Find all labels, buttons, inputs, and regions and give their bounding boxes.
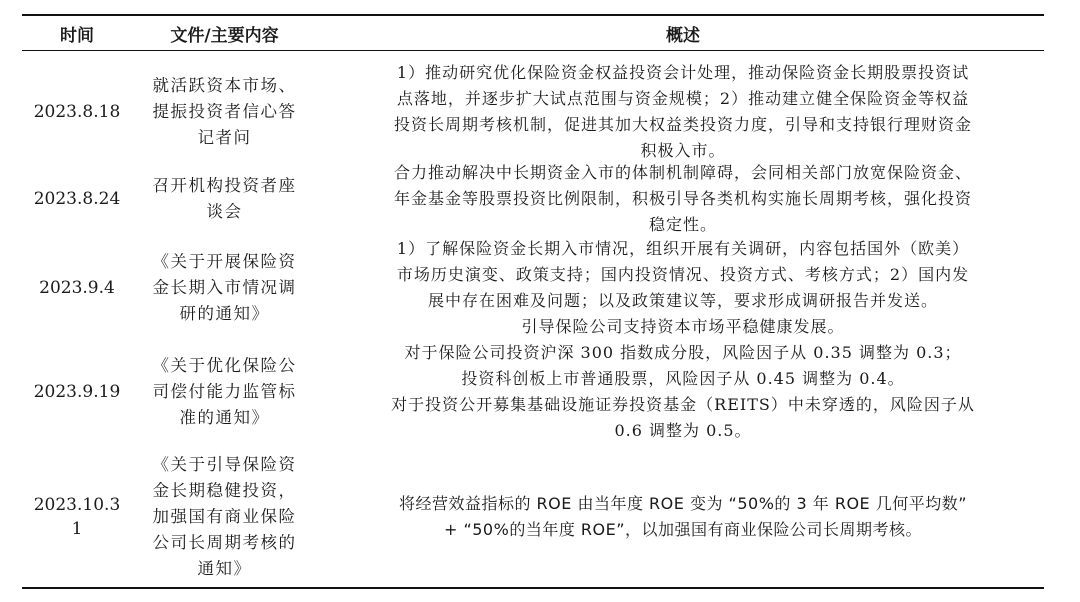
header-time: 时间: [60, 25, 94, 46]
row-document: 就活跃资本市场、 提振投资者信心答 记者问: [152, 76, 297, 147]
row-document: 召开机构投资者座 谈会: [152, 176, 297, 221]
table-bottom-rule: [22, 587, 1044, 589]
table-row: [22, 160, 1044, 238]
header-summary: 概述: [666, 25, 700, 46]
table-row: [22, 236, 1044, 340]
row-summary: 1）推动研究优化保险资金权益投资会计处理，推动保险资金长期股票投资试 点落地，并逐步扩大试点范围与资金规模；2）推动建立健全保险资金等权益 投资长周期考核机制，促进其加大权益类投资力度，引导和支持银行理财资金 积极入市。: [393, 63, 972, 160]
table-row: [22, 340, 1044, 444]
table-row: [22, 54, 1044, 170]
row-summary: 对于保险公司投资沪深 300 指数成分股，风险因子从 0.35 调整为 0.3； 投资科创板上市普通股票，风险因子从 0.45 调整为 0.4。 对于投资公开募集基础设施证券投资基金（REITS）中未穿透的，风险因子从 0.6 调整为 0.5。: [391, 343, 975, 440]
row-date: 2023.10.3 1: [33, 495, 121, 539]
header-rule: [22, 50, 1044, 51]
row-document: 《关于引导保险资 金长期稳健投资， 加强国有商业保险 公司长周期考核的 通知》: [152, 455, 297, 578]
row-document: 《关于开展保险资 金长期入市情况调 研的通知》: [152, 252, 297, 323]
row-summary: 1）了解保险资金长期入市情况，组织开展有关调研，内容包括国外（欧美） 市场历史演变、政策支持；国内投资情况、投资方式、考核方式；2）国内发 展中存在困难及问题；以及政策建议等，要求形成调研报告并发送。 引导保险公司支持资本市场平稳健康发展。: [396, 239, 970, 336]
row-date: 2023.9.19: [33, 382, 121, 402]
table-row: [22, 450, 1044, 584]
row-summary: 合力推动解决中长期资金入市的体制机制障碍，会同相关部门放宽保险资金、 年金基金等股票投资比例限制，积极引导各类机构实施长周期考核，强化投资 稳定性。: [393, 163, 972, 234]
header-document: 文件/主要内容: [170, 25, 279, 46]
row-date: 2023.9.4: [39, 278, 115, 298]
row-date: 2023.8.18: [33, 102, 121, 122]
row-date: 2023.8.24: [33, 189, 121, 209]
row-summary: 将经营效益指标的 ROE 由当年度 ROE 变为 “50%的 3 年 ROE 几何平均数” + “50%的当年度 ROE”，以加强国有商业保险公司长周期考核。: [398, 494, 968, 539]
row-document: 《关于优化保险公 司偿付能力监管标 准的通知》: [152, 356, 297, 427]
